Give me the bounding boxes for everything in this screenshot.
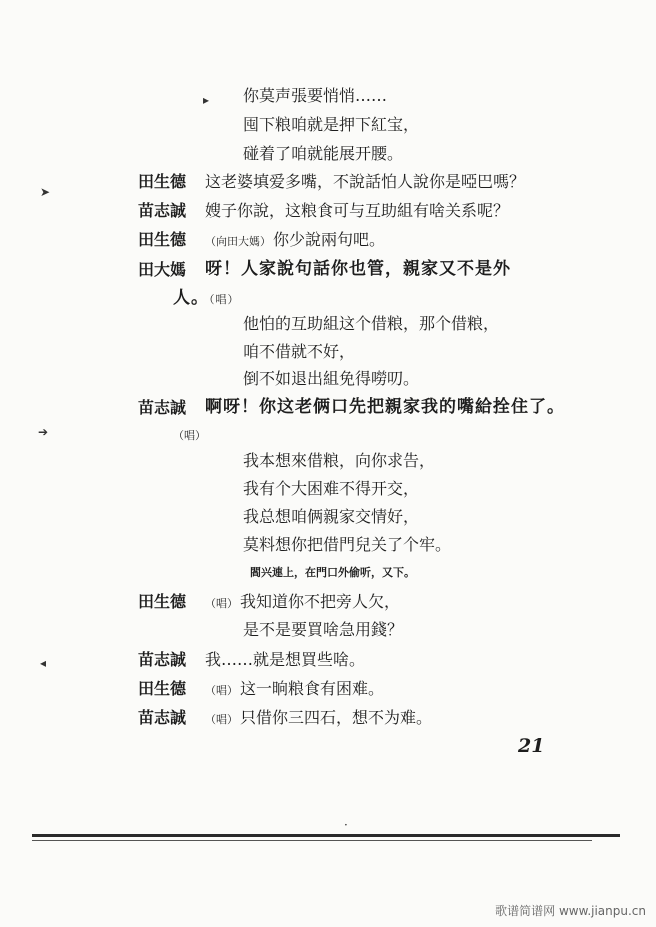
dialogue-line: 嫂子你說，这粮食可与互助組有啥关系呢？ bbox=[205, 201, 510, 220]
speaker-name: 苗志誠 bbox=[138, 201, 187, 220]
speaker-name: 田生德 bbox=[138, 172, 187, 191]
stage-direction: 閻兴連上，在門口外偷听，又下。 bbox=[250, 566, 415, 579]
bottom-rule bbox=[32, 834, 620, 837]
bottom-rule-thin bbox=[32, 840, 592, 841]
speaker-name: 田生德 bbox=[138, 679, 187, 698]
speaker-name: 田生德 bbox=[138, 230, 187, 249]
dialogue-line: 呀！人家說句話你也管，親家又不是外 bbox=[205, 259, 511, 279]
speaker-name: 苗志誠 bbox=[138, 650, 187, 669]
dialogue-line bbox=[205, 708, 432, 730]
dialogue-line bbox=[205, 230, 385, 252]
sung-line: 他怕的互助組这个借粮，那个借粮， bbox=[243, 314, 500, 333]
stage-note: （唱） bbox=[205, 684, 238, 697]
margin-mark: ◂ bbox=[40, 656, 47, 670]
margin-dot: ▸ bbox=[203, 93, 210, 107]
dialogue-line bbox=[205, 592, 400, 614]
speaker-name: 田生德 bbox=[138, 592, 187, 611]
sung-line: 我总想咱俩親家交情好， bbox=[243, 507, 420, 526]
page-number: 21 bbox=[518, 735, 545, 757]
dialogue-text: 这一晌粮食有困难。 bbox=[240, 679, 385, 698]
dialogue-line: 这老婆填爱多嘴，不說話怕人說你是啞巴嗎？ bbox=[205, 172, 526, 191]
watermark: 歌谱简谱网 www.jianpu.cn bbox=[495, 904, 646, 918]
stage-note: （唱） bbox=[209, 293, 240, 306]
stage-note: （唱） bbox=[173, 429, 206, 442]
speaker-name: 苗志誠 bbox=[138, 398, 187, 417]
sung-line: 是不是要買啥急用錢？ bbox=[243, 620, 404, 639]
sung-line: 我有个大困难不得开交， bbox=[243, 479, 420, 498]
stage-note: （唱） bbox=[205, 597, 238, 610]
stage-note: （向田大媽） bbox=[205, 235, 271, 248]
dialogue-line bbox=[205, 679, 384, 701]
dialogue-text: 我知道你不把旁人欠， bbox=[240, 592, 401, 611]
stage-note: （唱） bbox=[205, 713, 238, 726]
dialogue-line: 我……就是想買些啥。 bbox=[205, 650, 366, 669]
sung-line: 你莫声張要悄悄…… bbox=[243, 86, 388, 105]
margin-mark: ➤ bbox=[40, 185, 51, 199]
sung-line: 碰着了咱就能展开腰。 bbox=[243, 144, 404, 163]
sung-line: 我本想來借粮，向你求告， bbox=[243, 451, 436, 470]
dialogue-text: 只借你三四石，想不为难。 bbox=[240, 708, 433, 727]
dialogue-text: 你少說兩句吧。 bbox=[273, 230, 386, 249]
dialogue-line: 啊呀！你这老俩口先把親家我的嘴給拴住了。 bbox=[205, 397, 565, 417]
margin-mark: ➔ bbox=[38, 425, 49, 439]
speaker-name: 苗志誠 bbox=[138, 708, 187, 727]
dialogue-continuation bbox=[173, 288, 242, 310]
sung-line: 囤下粮咱就是押下紅宝， bbox=[243, 115, 420, 134]
sung-line: 倒不如退出組免得嘮叨。 bbox=[243, 369, 420, 388]
sung-line: 咱不借就不好， bbox=[243, 342, 356, 361]
dialogue-text: 人。 bbox=[173, 288, 209, 308]
margin-dot: · bbox=[344, 818, 348, 832]
speaker-name: 田大媽 bbox=[138, 260, 187, 279]
sung-line: 莫料想你把借門兒关了个牢。 bbox=[243, 535, 452, 554]
